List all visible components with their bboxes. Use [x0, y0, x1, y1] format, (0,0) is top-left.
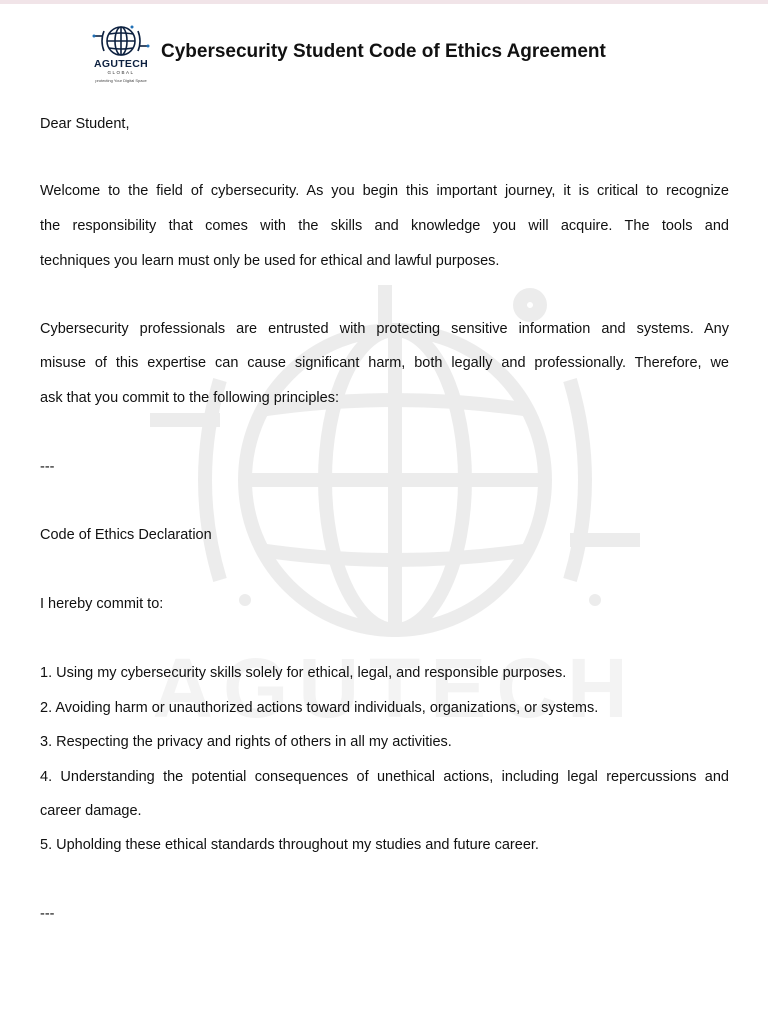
paragraph-line: Cybersecurity professionals are entrusted with protecting sensitive information and systems. Any — [40, 321, 729, 337]
commitment-item-continuation: career damage. — [40, 803, 142, 819]
logo-subtitle: GLOBAL — [107, 70, 135, 75]
commitment-item: 2. Avoiding harm or unauthorized actions toward individuals, organizations, or systems. — [40, 700, 599, 716]
logo-tagline: protecting Your Digital Space — [95, 78, 147, 83]
intro-line: the responsibility that comes with the skills and knowledge you will acquire. The tools and — [40, 218, 729, 234]
document-title: Cybersecurity Student Code of Ethics Agreement — [161, 41, 606, 62]
logo-brand-name: AGUTECH — [93, 58, 148, 70]
commit-intro: I hereby commit to: — [40, 596, 164, 612]
paragraph-line: misuse of this expertise can cause significant harm, both legally and professionally. Therefore, we — [40, 355, 729, 371]
intro-line: techniques you learn must only be used for ethical and lawful purposes. — [40, 253, 500, 269]
commitment-item: 5. Upholding these ethical standards throughout my studies and future career. — [40, 837, 539, 853]
watermark-wordmark — [130, 640, 660, 737]
paragraph-line: ask that you commit to the following principles: — [40, 390, 339, 406]
commitment-item: 4. Understanding the potential consequences of unethical actions, including legal repercussions and — [40, 769, 729, 785]
intro-line: Welcome to the field of cybersecurity. As you begin this important journey, it is critical to recognize — [40, 183, 729, 199]
closing-separator: --- — [40, 906, 55, 922]
globe-logo-icon — [86, 22, 156, 60]
declaration-heading: Code of Ethics Declaration — [40, 527, 212, 543]
agutech-logo — [86, 22, 158, 88]
greeting: Dear Student, — [40, 116, 130, 132]
separator: --- — [40, 459, 55, 475]
top-edge-strip — [0, 0, 768, 4]
commitment-item: 1. Using my cybersecurity skills solely for ethical, legal, and responsible purposes. — [40, 665, 567, 681]
commitment-item: 3. Respecting the privacy and rights of others in all my activities. — [40, 734, 452, 750]
